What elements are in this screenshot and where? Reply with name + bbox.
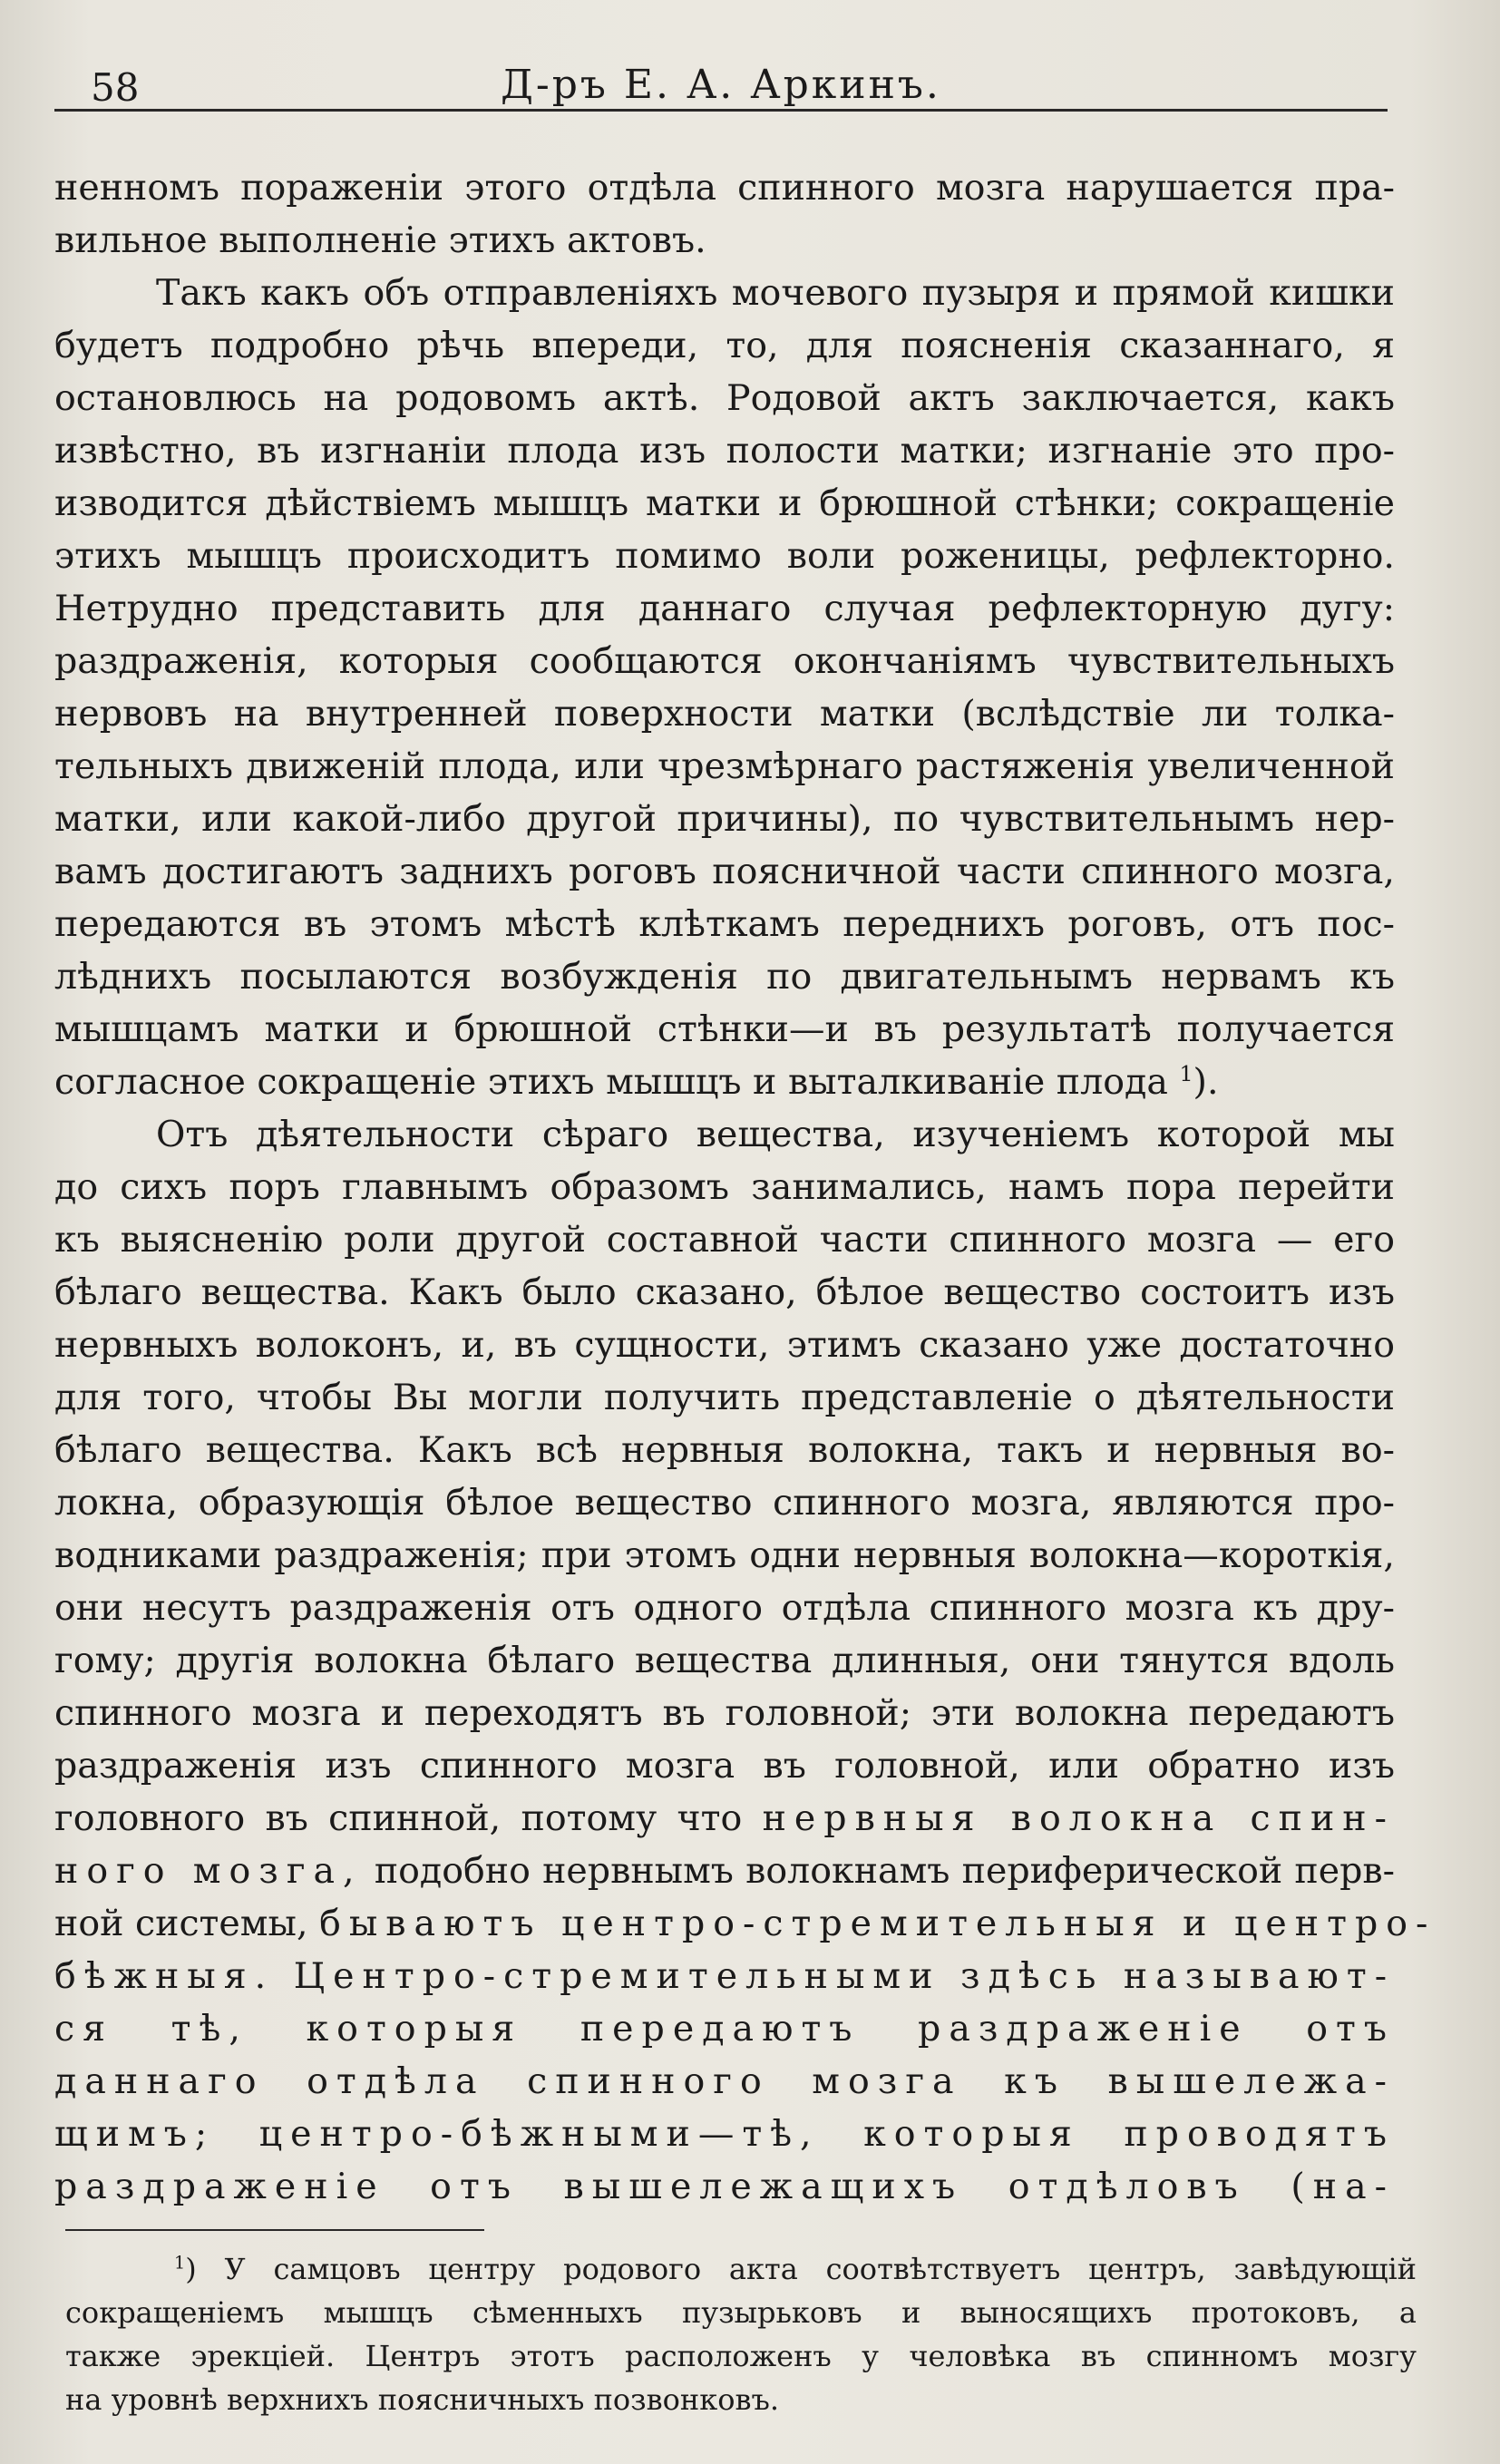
text-line: бѣлаго вещества. Какъ было сказано, бѣлое вещество состоитъ изъ <box>54 1271 1395 1313</box>
text-line: будетъ подробно рѣчь впереди, то, для поясненія сказаннаго, я <box>54 325 1395 366</box>
spaced-emphasis-line: ся тѣ, которыя передаютъ раздраженіе отъ <box>54 2008 1395 2050</box>
text-line: до сихъ поръ главнымъ образомъ занимались, намъ пора перейти <box>54 1166 1395 1208</box>
footnote-ref-tail: ). <box>1193 1061 1219 1103</box>
text-line: вильное выполненіе этихъ актовъ. <box>54 219 706 261</box>
footnote-line <box>65 2247 1417 2291</box>
spaced-emphasis-line: щимъ; центро-бѣжными—тѣ, которыя проводятъ <box>54 2113 1395 2155</box>
text-line: лѣднихъ посылаются возбужденія по двигательнымъ нервамъ къ <box>54 956 1395 998</box>
text-line: гому; другія волокна бѣлаго вещества длинныя, они тянутся вдоль <box>54 1640 1395 1681</box>
page-number: 58 <box>91 65 140 110</box>
running-head <box>54 53 1388 112</box>
footnote-divider <box>65 2229 484 2231</box>
text-segment: подобно нервнымъ волокнамъ периферической перв- <box>374 1850 1395 1892</box>
text-line: водниками раздраженія; при этомъ одни нервныя волокна—короткія, <box>54 1534 1395 1576</box>
text-line: нервовъ на внутренней поверхности матки (вслѣдствіе ли толка- <box>54 693 1395 735</box>
text-line: къ выясненію роли другой составной части спинного мозга — его <box>54 1219 1395 1261</box>
footnote-line: также эрекціей. Центръ этотъ расположенъ у человѣка въ спинномъ мозгу <box>65 2339 1417 2373</box>
body-text <box>54 161 1437 2213</box>
spaced-emphasis: бываютъ центро-стремительныя и центро- <box>319 1903 1437 1944</box>
text-line: локна, образующія бѣлое вещество спинного мозга, являются про- <box>54 1482 1395 1524</box>
text-segment: ной системы, <box>54 1903 308 1944</box>
text-line: мышцамъ матки и брюшной стѣнки—и въ результатѣ получается <box>54 1008 1395 1050</box>
text-line: вамъ достигаютъ заднихъ роговъ поясничной части спинного мозга, <box>54 851 1395 892</box>
spaced-emphasis-line: даннаго отдѣла спинного мозга къ вышележа- <box>54 2060 1395 2102</box>
text-line: Нетрудно представить для даннаго случая рефлекторную дугу: <box>54 588 1395 629</box>
text-line: этихъ мышцъ происходитъ помимо воли роженицы, рефлекторно. <box>54 535 1395 577</box>
text-line: Такъ какъ объ отправленіяхъ мочевого пузыря и прямой кишки <box>156 272 1395 314</box>
text-segment: головного въ спинной, потому что <box>54 1797 743 1839</box>
footnote-line: на уровнѣ верхнихъ поясничныхъ позвонковъ. <box>65 2382 780 2417</box>
text-line: раздраженія изъ спинного мозга въ головной, или обратно изъ <box>54 1745 1395 1787</box>
spaced-emphasis: ного мозга, <box>54 1850 363 1892</box>
text-line: спинного мозга и переходятъ въ головной; эти волокна передаютъ <box>54 1692 1395 1734</box>
footnote-marker: 1 <box>174 2252 186 2274</box>
text-line <box>54 1845 1395 1897</box>
text-line: ненномъ пораженіи этого отдѣла спинного мозга нарушается пра- <box>54 167 1395 209</box>
text-line: нервныхъ волоконъ, и, въ сущности, этимъ сказано уже достаточно <box>54 1324 1395 1366</box>
text-line-body: согласное сокращеніе этихъ мышцъ и выталкиваніе плода <box>54 1061 1168 1103</box>
text-line: для того, чтобы Вы могли получить представленіе о дѣятельности <box>54 1377 1395 1418</box>
text-line: матки, или какой-либо другой причины), по чувствительнымъ нер- <box>54 798 1395 840</box>
spaced-emphasis: нервныя волокна спин- <box>762 1797 1395 1839</box>
text-line <box>54 1897 1437 1950</box>
text-line: тельныхъ движеній плода, или чрезмѣрнаго растяженія увеличенной <box>54 745 1395 787</box>
text-line: изводится дѣйствіемъ мышцъ матки и брюшной стѣнки; сокращеніе <box>54 482 1395 524</box>
text-line: остановлюсь на родовомъ актѣ. Родовой актъ заключается, какъ <box>54 377 1395 419</box>
text-line: раздраженія, которыя сообщаются окончаніямъ чувствительныхъ <box>54 640 1395 682</box>
running-head-title: Д-ръ Е. А. Аркинъ. <box>501 62 941 108</box>
text-line: бѣлаго вещества. Какъ всѣ нервныя волокна, такъ и нервныя во- <box>54 1429 1395 1471</box>
footnote-line-text: ) У самцовъ центру родового акта соотвѣтствуетъ центръ, завѣдующій <box>185 2252 1417 2286</box>
spaced-emphasis-line: раздраженіе отъ вышележащихъ отдѣловъ (на- <box>54 2166 1395 2207</box>
footnote-line: сокращеніемъ мышцъ сѣменныхъ пузырьковъ и выносящихъ протоковъ, а <box>65 2295 1417 2330</box>
text-line: передаются въ этомъ мѣстѣ клѣткамъ переднихъ роговъ, отъ пос- <box>54 903 1395 945</box>
text-line: извѣстно, въ изгнаніи плода изъ полости матки; изгнаніе это про- <box>54 430 1395 472</box>
text-line-with-footnote-ref <box>54 1056 1395 1108</box>
spaced-emphasis-line: бѣжныя. Центро-стремительными здѣсь называют- <box>54 1955 1396 1997</box>
text-line <box>54 1792 1395 1845</box>
text-line: они несутъ раздраженія отъ одного отдѣла спинного мозга къ дру- <box>54 1587 1395 1629</box>
text-line: Отъ дѣятельности сѣраго вещества, изученіемъ которой мы <box>156 1114 1395 1155</box>
footnote <box>65 2247 1417 2421</box>
footnote-reference[interactable]: 1 <box>1179 1060 1193 1086</box>
